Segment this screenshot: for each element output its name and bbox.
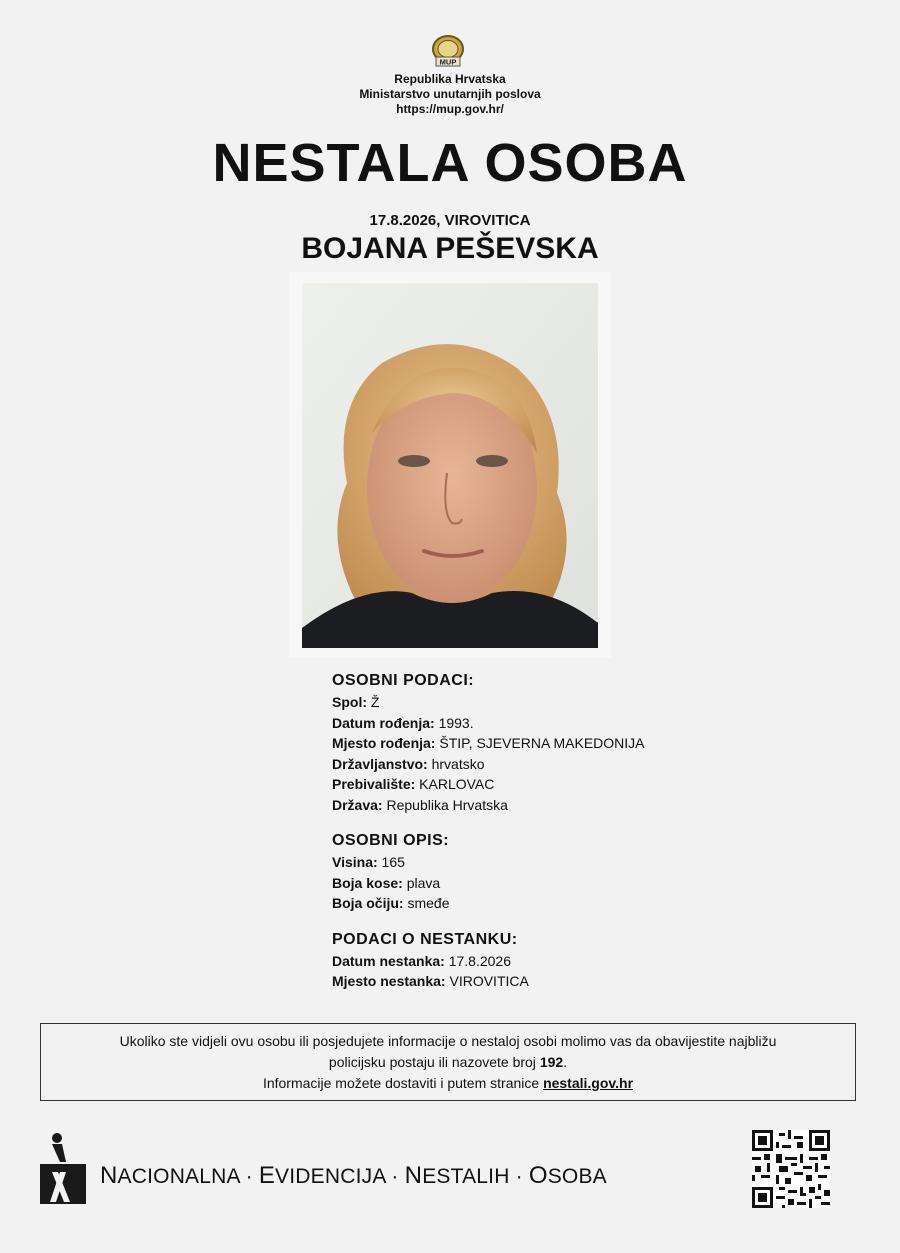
country-line: Republika Hrvatska: [394, 72, 506, 86]
disappearance-row: Datum nestanka: 17.8.2026: [332, 952, 511, 969]
notice-line-1: Ukoliko ste vidjeli ovu osobu ili posjedujete informacije o nestaloj osobi molimo vas da obavijestite najbližu: [119, 1033, 777, 1049]
notice-line-2: policijsku postaju ili nazovete broj 192.: [328, 1054, 568, 1070]
description-row: Boja očiju: smeđe: [332, 895, 450, 911]
notice-box: [40, 1023, 856, 1101]
info-sections: [332, 670, 852, 992]
disappearance-row: Mjesto nestanka: VIROVITICA: [332, 973, 529, 989]
page-title: NESTALA OSOBA: [212, 133, 688, 193]
nestali-link[interactable]: nestali.gov.hr: [543, 1075, 634, 1091]
notice-line-3: Informacije možete dostaviti i putem stranice nestali.gov.hr: [262, 1075, 634, 1091]
person-name: BOJANA PEŠEVSKA: [301, 232, 599, 265]
ministry-line: Ministarstvo unutarnjih poslova: [359, 87, 541, 101]
seal-label: MUP: [439, 57, 457, 67]
website-link[interactable]: https://mup.gov.hr/: [396, 102, 504, 116]
date-place: 17.8.2026, VIROVITICA: [369, 212, 531, 229]
mup-seal-icon: [428, 34, 468, 72]
person-photo: [302, 283, 598, 648]
section-heading-personal: OSOBNI PODACI:: [332, 672, 475, 689]
qr-code-icon[interactable]: [752, 1130, 830, 1208]
description-row: Boja kose: plava: [332, 874, 441, 891]
description-row: Visina: 165: [332, 854, 405, 870]
section-heading-description: OSOBNI OPIS:: [332, 832, 450, 849]
ministry-header: [0, 72, 900, 117]
walking-person-icon: [40, 1132, 90, 1204]
personal-row: Mjesto rođenja: ŠTIP, SJEVERNA MAKEDONIJA: [332, 735, 645, 751]
neo-brand-text: NACIONALNA · EVIDENCIJA · NESTALIH · OSOBA: [100, 1162, 607, 1189]
phone-number: 192: [539, 1054, 564, 1070]
personal-row: Spol: Ž: [332, 694, 380, 710]
personal-row: Državljanstvo: hrvatsko: [332, 755, 485, 772]
personal-row: Prebivalište: KARLOVAC: [332, 776, 495, 792]
personal-row: Datum rođenja: 1993.: [332, 714, 474, 731]
personal-row: Država: Republika Hrvatska: [332, 796, 508, 813]
section-heading-disappearance: PODACI O NESTANKU:: [332, 930, 518, 948]
